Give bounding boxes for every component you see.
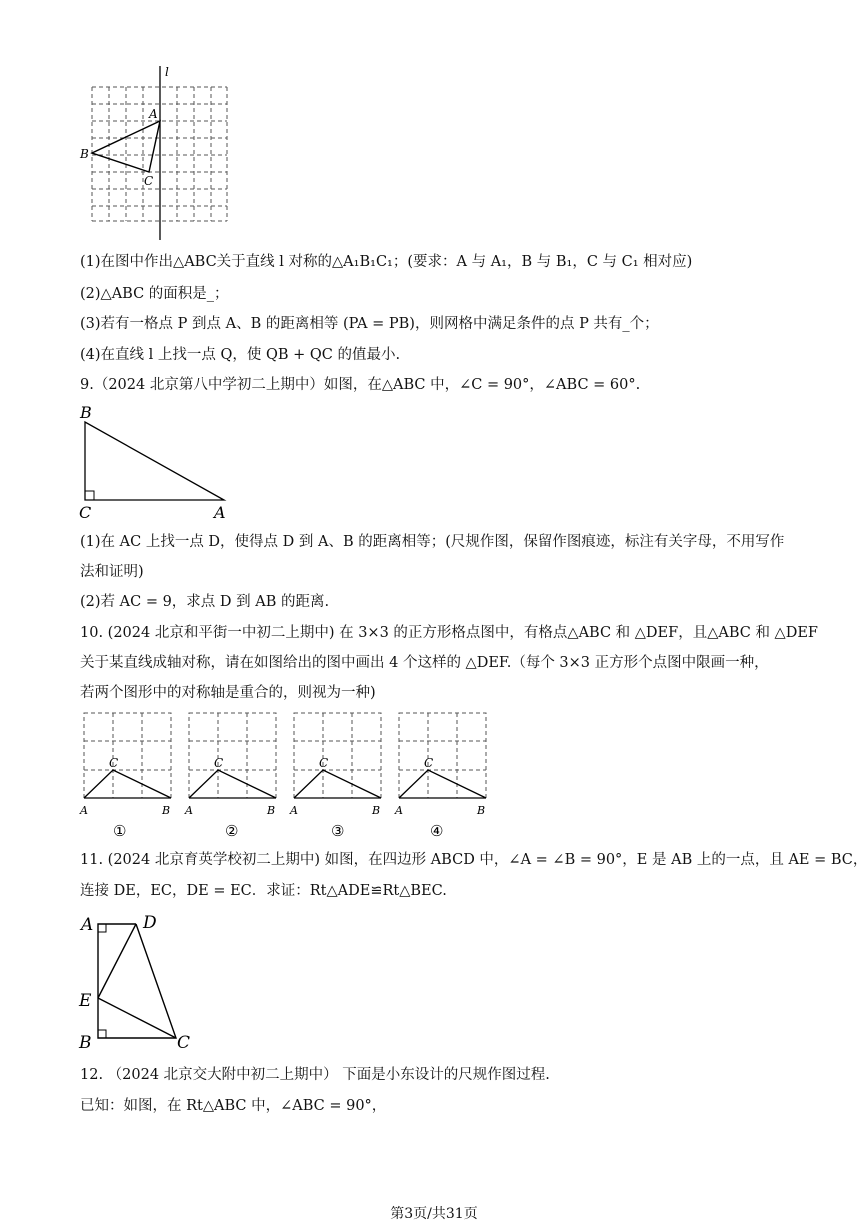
q11-right-angle-a bbox=[98, 924, 106, 932]
q11-label-d: D bbox=[143, 913, 157, 933]
q10-fig4-label-a: A bbox=[395, 804, 403, 817]
q11-right-angle-b bbox=[98, 1030, 106, 1038]
q8-sub3: (3)若有一格点 P 到点 A、B 的距离相等 (PA = PB)，则网格中满足条件的点 P 共有_个； bbox=[80, 316, 659, 332]
q9-stem: 9.（2024 北京第八中学初二上期中）如图，在△ABC 中，∠C = 90°，∠ABC = 60°. bbox=[80, 377, 641, 393]
q10-line1: 10. (2024 北京和平街一中初二上期中) 在 3×3 的正方形格点图中，有格点△ABC 和 △DEF，且△ABC 和 △DEF bbox=[80, 625, 818, 641]
q9-label-c: C bbox=[79, 503, 92, 522]
q9-sub1-line2: 法和证明) bbox=[80, 564, 144, 580]
q11-segment-de bbox=[98, 924, 136, 998]
q8-sub4: (4)在直线 l 上找一点 Q，使 QB + QC 的值最小. bbox=[80, 347, 401, 363]
q8-label-b: B bbox=[80, 147, 89, 161]
q10-fig1-label-b: B bbox=[162, 804, 171, 817]
q9-label-a: A bbox=[214, 503, 226, 522]
q10-figure-4 bbox=[394, 713, 486, 840]
q11-label-a: A bbox=[81, 915, 94, 935]
q10-fig2-label-c: C bbox=[214, 756, 224, 770]
q8-label-l: l bbox=[165, 65, 169, 79]
q10-line2: 关于某直线成轴对称，请在如图给出的图中画出 4 个这样的 △DEF.（每个 3×3 正方形个点图中限画一种， bbox=[80, 655, 769, 671]
q8-label-a: A bbox=[149, 107, 158, 121]
q11-label-c: C bbox=[177, 1033, 191, 1053]
q11-line1: 11. (2024 北京育英学校初二上期中) 如图，在四边形 ABCD 中，∠A = ∠B = 90°，E 是 AB 上的一点，且 AE = BC， bbox=[80, 852, 868, 868]
q10-grid-figures bbox=[76, 710, 496, 840]
q10-fig4-label-c: C bbox=[424, 756, 434, 770]
q11-label-e: E bbox=[79, 991, 92, 1011]
q10-figure-3 bbox=[289, 713, 381, 840]
q10-fig3-label-a: A bbox=[290, 804, 298, 817]
q12-line1: 12. （2024 北京交大附中初二上期中） 下面是小东设计的尺规作图过程. bbox=[80, 1067, 550, 1083]
q9-triangle-figure bbox=[74, 402, 244, 520]
q12-line2: 已知：如图，在 Rt△ABC 中，∠ABC = 90°， bbox=[80, 1098, 387, 1114]
q8-sub1: (1)在图中作出△ABC关于直线 l 对称的△A₁B₁C₁；(要求：A 与 A₁，B 与 B₁，C 与 C₁ 相对应) bbox=[80, 254, 693, 270]
q10-fig1-number: ① bbox=[113, 822, 127, 840]
q10-figure-2 bbox=[184, 713, 276, 840]
q10-fig2-label-a: A bbox=[185, 804, 193, 817]
q11-line2: 连接 DE，EC，DE = EC．求证：Rt△ADE≌Rt△BEC. bbox=[80, 883, 447, 899]
q8-grid-figure bbox=[80, 62, 240, 244]
q9-sub1-line1: (1)在 AC 上找一点 D，使得点 D 到 A、B 的距离相等；(尺规作图，保留作图痕迹，标注有关字母，不用写作 bbox=[80, 534, 785, 550]
page-footer: 第3页/共31页 bbox=[390, 1206, 478, 1222]
q10-figure-1 bbox=[79, 713, 171, 840]
q9-right-angle-mark bbox=[85, 491, 94, 500]
q10-fig2-label-b: B bbox=[267, 804, 276, 817]
q11-label-b: B bbox=[79, 1033, 92, 1053]
q10-fig1-label-a: A bbox=[80, 804, 88, 817]
q10-fig4-label-b: B bbox=[477, 804, 486, 817]
q9-triangle bbox=[85, 422, 224, 500]
q8-sub2: (2)△ABC 的面积是_； bbox=[80, 286, 229, 302]
q11-quadrilateral-figure bbox=[76, 910, 206, 1055]
q9-label-b: B bbox=[80, 403, 92, 422]
q11-outline bbox=[98, 924, 176, 1038]
q10-fig3-number: ③ bbox=[331, 822, 345, 840]
q8-label-c: C bbox=[144, 174, 154, 188]
q10-fig1-label-c: C bbox=[109, 756, 119, 770]
q10-fig3-label-c: C bbox=[319, 756, 329, 770]
q10-fig2-number: ② bbox=[225, 822, 239, 840]
q10-line3: 若两个图形中的对称轴是重合的，则视为一种) bbox=[80, 685, 376, 701]
q10-fig4-number: ④ bbox=[430, 822, 444, 840]
q10-fig3-label-b: B bbox=[372, 804, 381, 817]
q9-sub2: (2)若 AC = 9，求点 D 到 AB 的距离. bbox=[80, 594, 330, 610]
